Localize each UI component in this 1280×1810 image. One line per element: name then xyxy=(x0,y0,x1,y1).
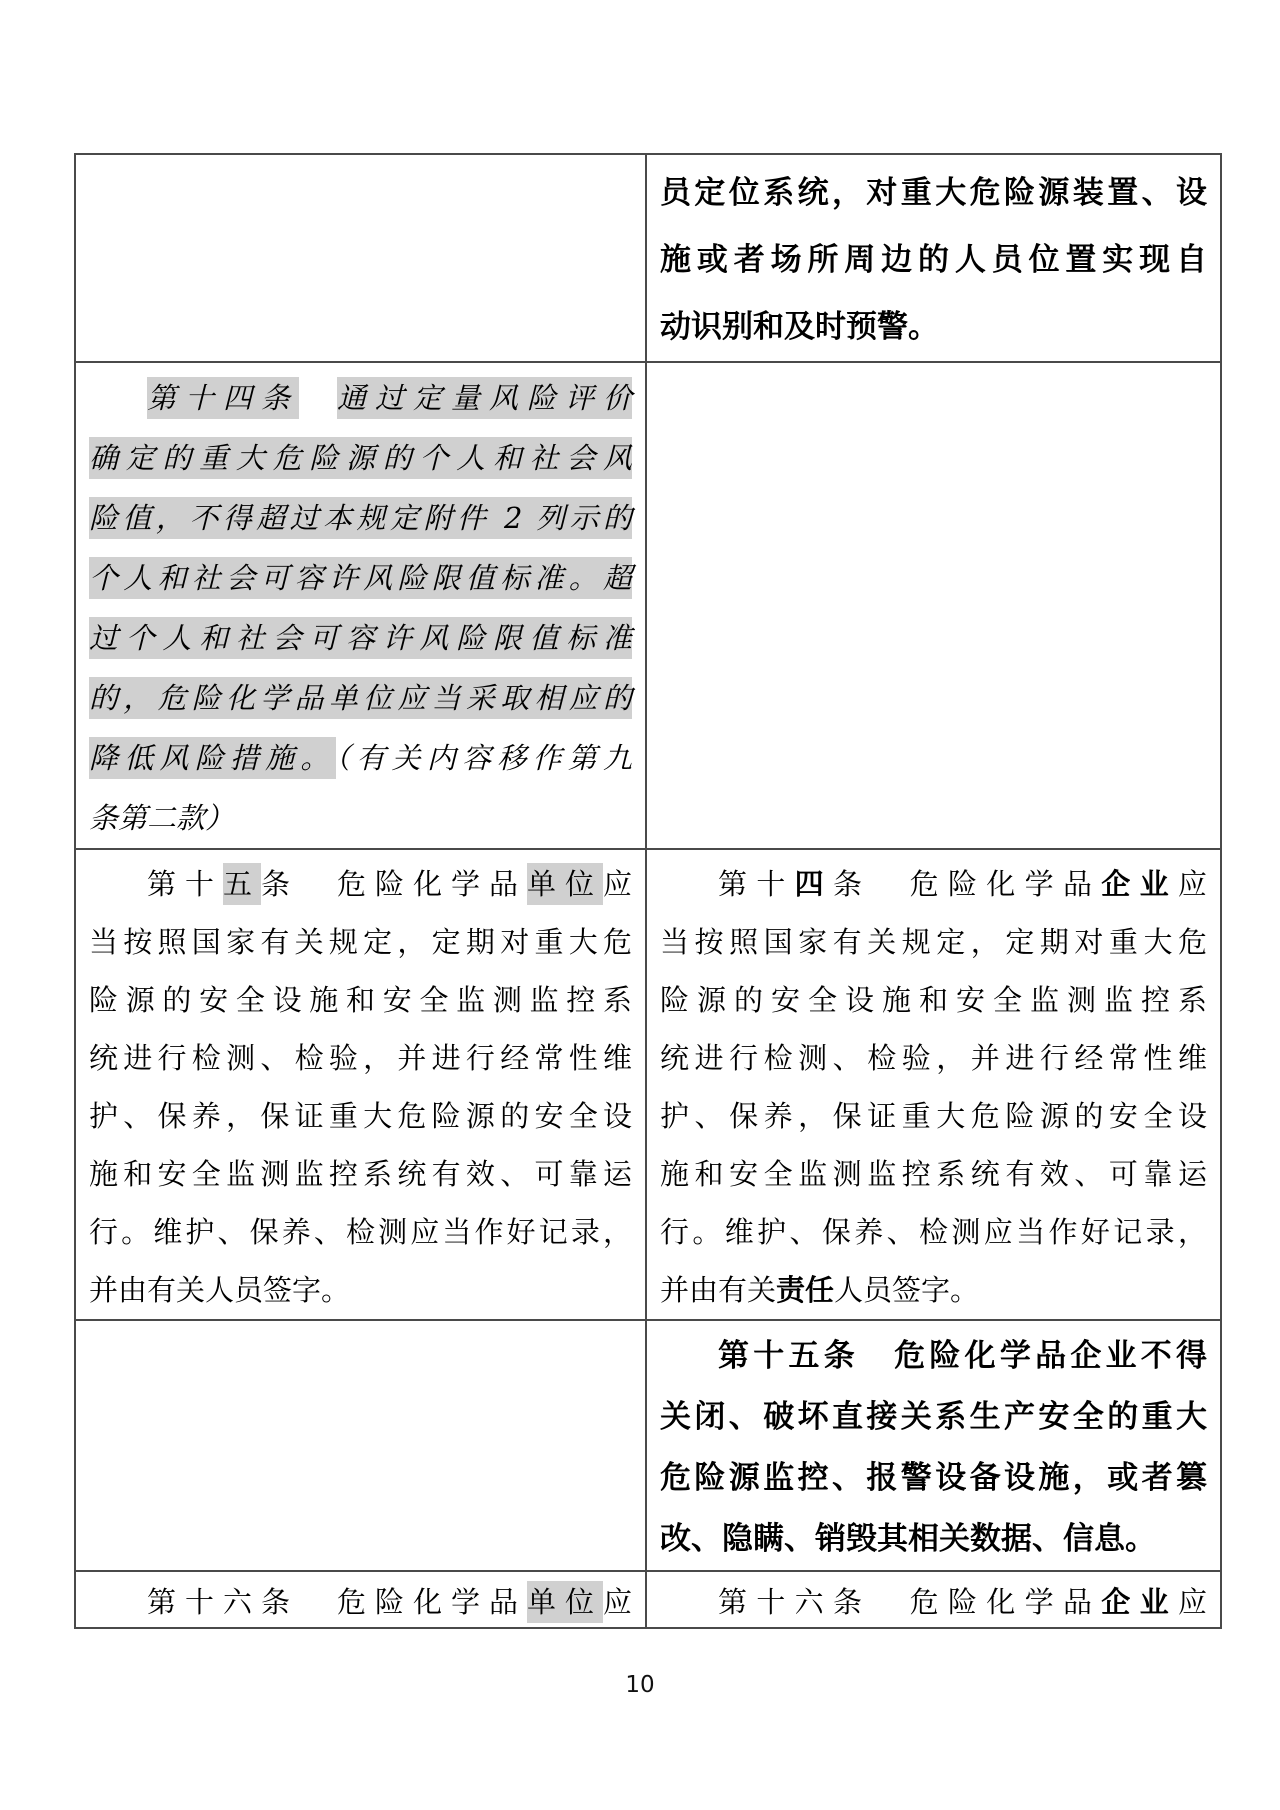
text-segment xyxy=(871,1585,909,1619)
table-row xyxy=(75,154,1221,362)
old-version-cell xyxy=(75,362,646,849)
text-line xyxy=(89,548,632,608)
text-line xyxy=(660,1261,1207,1319)
deleted-text-highlight: 险值，不得超过本规定附件 2 列示的 xyxy=(89,497,632,539)
deleted-text-highlight: 确定的重大危险源的个人和社会风 xyxy=(89,437,632,479)
text-segment: 行。维护、保养、检测应当作好记录， xyxy=(660,1215,1207,1249)
text-segment: 关闭、破坏直接关系生产安全的重大 xyxy=(660,1399,1207,1435)
text-segment xyxy=(299,867,337,901)
text-line xyxy=(89,913,632,971)
text-segment: 条 xyxy=(832,867,872,901)
text-line xyxy=(89,488,632,548)
text-line xyxy=(89,668,632,728)
text-segment: 施和安全监测监控系统有效、可靠运 xyxy=(660,1157,1207,1191)
table-row xyxy=(75,849,1221,1320)
text-segment: 人员签字。 xyxy=(834,1273,980,1307)
deleted-text-highlight: 的，危险化学品单位应当采取相应的 xyxy=(89,677,632,719)
text-segment: 危险化学品 xyxy=(336,867,527,901)
text-segment xyxy=(299,381,337,415)
added-text-bold: 责任 xyxy=(776,1273,835,1307)
text-segment: 当按照国家有关规定，定期对重大危 xyxy=(660,925,1207,959)
text-line xyxy=(660,1387,1207,1448)
text-segment: 应 xyxy=(602,1585,632,1619)
added-text-bold: 企业 xyxy=(1101,867,1178,901)
text-segment: 第十六条 xyxy=(147,1585,299,1619)
text-segment: 应 xyxy=(1177,867,1207,901)
new-version-cell xyxy=(646,1571,1221,1628)
text-segment: （有关内容移作第九 xyxy=(335,741,632,775)
text-line xyxy=(89,728,632,788)
table-row xyxy=(75,1571,1221,1628)
text-segment: 并由有关 xyxy=(660,1273,777,1307)
text-line xyxy=(660,294,1207,361)
text-line xyxy=(89,428,632,488)
text-segment: 危险化学品 xyxy=(336,1585,527,1619)
text-line xyxy=(89,1261,632,1319)
new-version-cell xyxy=(646,1320,1221,1571)
text-segment: 应 xyxy=(602,867,632,901)
new-version-cell xyxy=(646,362,1221,849)
old-version-cell xyxy=(75,154,646,362)
text-segment: 危险化学品 xyxy=(909,1585,1102,1619)
deleted-text-highlight: 五 xyxy=(223,863,261,905)
text-line xyxy=(660,227,1207,294)
old-version-cell xyxy=(75,849,646,1320)
text-segment xyxy=(859,1338,894,1374)
old-version-cell xyxy=(75,1320,646,1571)
table-row xyxy=(75,1320,1221,1571)
comparison-table xyxy=(74,153,1222,1629)
text-segment: 施或者场所周边的人员位置实现自 xyxy=(660,242,1207,278)
text-segment: 第十六条 xyxy=(718,1585,872,1619)
text-segment: 第十 xyxy=(147,867,223,901)
text-segment: 统进行检测、检验，并进行经常性维 xyxy=(660,1041,1207,1075)
text-line xyxy=(660,1145,1207,1203)
text-segment: 并由有关人员签字。 xyxy=(89,1273,351,1307)
old-version-cell xyxy=(75,1571,646,1628)
text-segment: 统进行检测、检验，并进行经常性维 xyxy=(89,1041,632,1075)
text-segment: 改、隐瞒、销毁其相关数据、信息。 xyxy=(660,1521,1156,1557)
text-line xyxy=(89,1145,632,1203)
text-line xyxy=(89,855,632,913)
text-line xyxy=(660,1448,1207,1509)
text-segment: 施和安全监测监控系统有效、可靠运 xyxy=(89,1157,632,1191)
text-segment: 第十五条 xyxy=(718,1338,859,1374)
text-line xyxy=(660,1029,1207,1087)
text-segment: 第十 xyxy=(718,867,795,901)
text-line xyxy=(89,788,632,848)
text-line xyxy=(660,855,1207,913)
deleted-text-highlight: 个人和社会可容许风险限值标准。超 xyxy=(89,557,632,599)
text-segment: 员定位系统，对重大危险源装置、设 xyxy=(660,175,1207,211)
deleted-text-highlight: 降低风险措施。 xyxy=(89,737,336,779)
text-line xyxy=(89,1203,632,1261)
text-line xyxy=(89,971,632,1029)
deleted-text-highlight: 单位 xyxy=(527,1581,603,1623)
text-line xyxy=(660,1509,1207,1570)
text-segment: 当按照国家有关规定，定期对重大危 xyxy=(89,925,632,959)
table-row xyxy=(75,362,1221,849)
text-segment: 危险化学品 xyxy=(909,867,1102,901)
text-line xyxy=(89,368,632,428)
text-segment: 护、保养，保证重大危险源的安全设 xyxy=(660,1099,1207,1133)
deleted-text-highlight: 第十四条 xyxy=(147,377,299,419)
text-segment: 险源的安全设施和安全监测监控系 xyxy=(660,983,1207,1017)
text-line xyxy=(660,1087,1207,1145)
text-line xyxy=(89,608,632,668)
text-segment: 动识别和及时预警。 xyxy=(660,309,939,345)
added-text-bold: 企业 xyxy=(1101,1585,1178,1619)
added-text-bold: 四 xyxy=(794,867,833,901)
text-line xyxy=(660,913,1207,971)
text-line xyxy=(660,1326,1207,1387)
text-segment: 条 xyxy=(260,867,299,901)
text-line xyxy=(660,160,1207,227)
new-version-cell xyxy=(646,849,1221,1320)
text-segment: 危险源监控、报警设备设施，或者篡 xyxy=(660,1460,1207,1496)
new-version-cell xyxy=(646,154,1221,362)
text-segment: 行。维护、保养、检测应当作好记录， xyxy=(89,1215,632,1249)
text-segment xyxy=(299,1585,337,1619)
text-line xyxy=(89,1029,632,1087)
page-number: 10 xyxy=(625,1672,655,1698)
text-segment: 护、保养，保证重大危险源的安全设 xyxy=(89,1099,632,1133)
text-line xyxy=(660,1577,1207,1627)
text-segment: 条第二款） xyxy=(89,801,235,835)
text-segment: 应 xyxy=(1177,1585,1207,1619)
text-line xyxy=(660,971,1207,1029)
text-line xyxy=(89,1087,632,1145)
text-segment xyxy=(871,867,909,901)
deleted-text-highlight: 过个人和社会可容许风险限值标准 xyxy=(89,617,632,659)
text-segment: 危险化学品企业不得 xyxy=(894,1338,1208,1374)
deleted-text-highlight: 通过定量风险评价 xyxy=(337,377,632,419)
table-body xyxy=(75,154,1221,1628)
text-line xyxy=(660,1203,1207,1261)
deleted-text-highlight: 单位 xyxy=(527,863,603,905)
text-line xyxy=(89,1577,632,1627)
text-segment: 险源的安全设施和安全监测监控系 xyxy=(89,983,632,1017)
